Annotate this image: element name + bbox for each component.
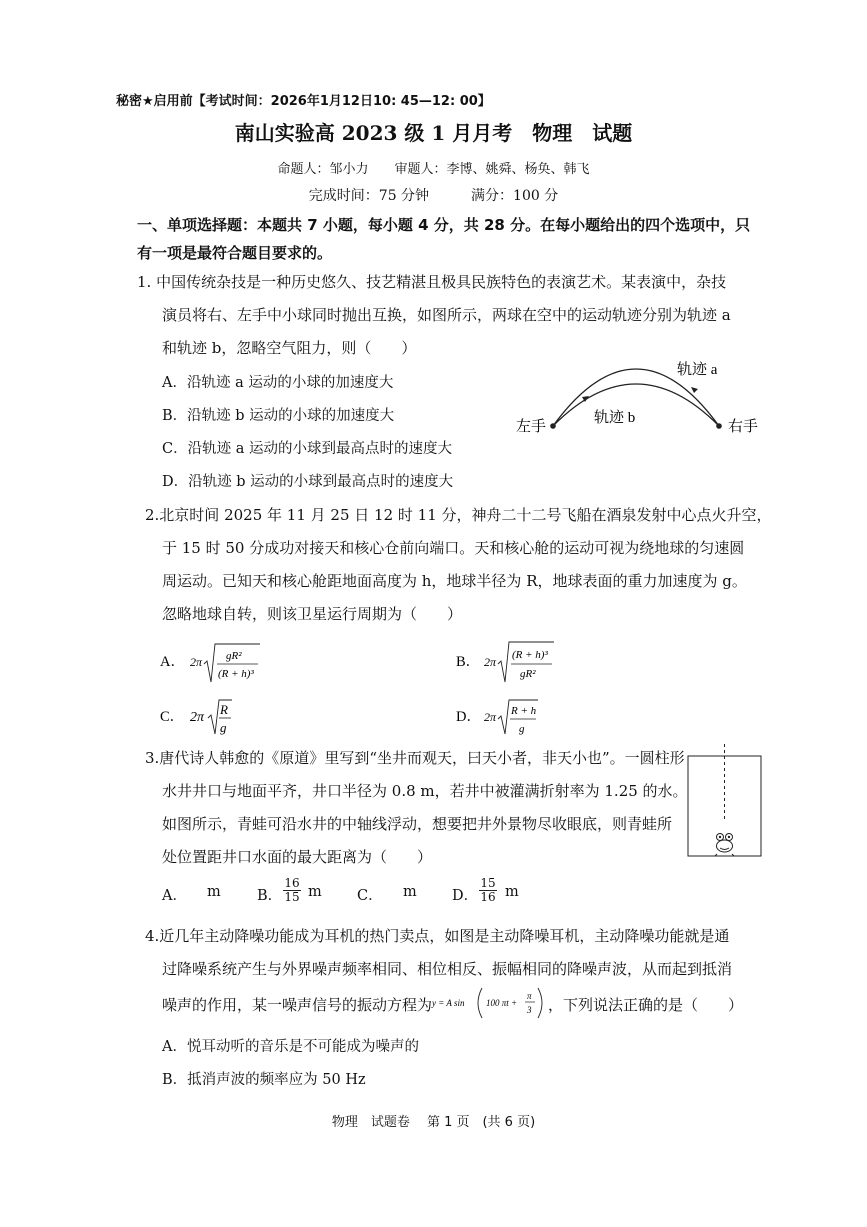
- q3-option-d-numerator: 15: [480, 876, 496, 890]
- q2-stem-line1: 2.北京时间 2025 年 11 月 25 日 12 时 11 分，神舟二十二号飞船在酒泉发射中心点火升空，: [145, 506, 772, 524]
- q2-option-b-denominator: gR²: [520, 668, 536, 680]
- q1-option-c: C．沿轨迹 a 运动的小球到最高点时的速度大: [162, 441, 452, 457]
- q2-option-a-label: A．: [160, 654, 185, 670]
- q2-option-b-label: B．: [456, 654, 481, 670]
- q4-equation: [430, 984, 546, 1022]
- q2-option-c-2pi: 2π: [190, 710, 205, 725]
- q3-option-a-unit: m: [207, 884, 221, 900]
- q2-option-c-label: C．: [160, 709, 185, 725]
- page-title: 南山实验高 2023 级 1 月月考 物理 试题: [234, 121, 633, 145]
- left-hand-dot: [550, 423, 556, 429]
- q1-stem-line3: 和轨迹 b，忽略空气阻力，则（ ）: [162, 339, 417, 357]
- q3-option-b-numerator: 16: [284, 876, 300, 890]
- q4-equation-pi: π: [527, 991, 532, 1001]
- authors-line: 命题人：邹小力 审题人：李博、姚舜、杨奂、韩飞: [277, 162, 590, 177]
- q1-stem-line1: 1. 中国传统杂技是一种历史悠久、技艺精湛且极具民族特色的表演艺术。某表演中，杂技: [137, 273, 727, 291]
- q2-option-a-2pi: 2π: [190, 655, 203, 669]
- q3-option-d-fraction: [479, 877, 497, 904]
- q3-option-d-denominator: 16: [480, 890, 496, 904]
- section-heading-line1: 一、单项选择题：本题共 7 小题，每小题 4 分，共 28 分。在每小题给出的四个选项中，只: [137, 216, 751, 234]
- q4-stem-line2: 过降噪系统产生与外界噪声频率相同、相位相反、振幅相同的降噪声波，从而起到抵消: [162, 960, 733, 978]
- q3-option-b-label: B．: [257, 888, 283, 904]
- q3-option-d-label: D．: [452, 888, 479, 904]
- q3-option-b-denominator: 15: [284, 890, 300, 904]
- q2-option-d-numerator: R + h: [511, 705, 537, 717]
- q2-option-d-2pi: 2π: [484, 710, 497, 724]
- q1-trajectory-figure: [508, 350, 768, 445]
- q4-stem-line3-post: ，下列说法正确的是（ ）: [548, 996, 744, 1014]
- q2-option-a-denominator: (R + h)³: [218, 668, 254, 680]
- label-trajectory-a: 轨迹 a: [677, 362, 718, 378]
- q3-option-c-unit: m: [403, 884, 417, 900]
- q2-option-c-denominator: g: [220, 720, 227, 735]
- q2-stem-line2: 于 15 时 50 分成功对接天和核心仓前向端口。天和核心舱的运动可视为绕地球的匀速圆: [162, 539, 745, 557]
- q2-stem-line4: 忽略地球自转，则该卫星运行周期为（ ）: [162, 605, 463, 623]
- q4-equation-three: 3: [527, 1005, 532, 1015]
- q2-option-d-denominator: g: [519, 723, 525, 735]
- q3-option-b-unit: m: [308, 884, 322, 900]
- label-left-hand: 左手: [516, 419, 547, 435]
- q4-stem-line1: 4.近几年主动降噪功能成为耳机的热门卖点，如图是主动降噪耳机，主动降噪功能就是通: [145, 927, 730, 945]
- q4-option-a: A．悦耳动听的音乐是不可能成为噪声的: [162, 1039, 419, 1055]
- q2-stem-line3: 周运动。已知天和核心舱距地面高度为 h，地球半径为 R，地球表面的重力加速度为 g。: [162, 572, 747, 590]
- q2-option-b-2pi: 2π: [484, 655, 497, 669]
- q3-stem-line3: 如图所示，青蛙可沿水井的中轴线浮动，想要把井外景物尽收眼底，则青蛙所: [162, 815, 673, 833]
- q4-option-b: B．抵消声波的频率应为 50 Hz: [162, 1072, 366, 1088]
- q3-stem-line2: 水井井口与地面平齐，井口半径为 0.8 m，若井中被灌满折射率为 1.25 的水。: [162, 782, 688, 800]
- page-footer: 物理 试题卷 第 1 页 (共 6 页): [331, 1115, 536, 1130]
- q3-option-a-label: A．: [162, 888, 187, 904]
- q3-well-figure: [687, 744, 763, 860]
- q3-option-c-label: C．: [357, 888, 383, 904]
- time-score-line: 完成时间：75 分钟 满分：100 分: [308, 188, 559, 204]
- section-heading-line2: 有一项是最符合题目要求的。: [137, 244, 333, 262]
- q3-option-d-unit: m: [505, 884, 519, 900]
- q2-option-d-label: D．: [456, 709, 481, 725]
- frog-icon: [715, 834, 734, 857]
- q1-option-d: D．沿轨迹 b 运动的小球到最高点时的速度大: [162, 474, 454, 490]
- q4-equation-right-paren: [538, 988, 542, 1018]
- q2-option-c-numerator: R: [220, 702, 228, 717]
- arrow-a-icon: [691, 387, 698, 393]
- q1-option-a: A．沿轨迹 a 运动的小球的加速度大: [162, 375, 394, 391]
- q1-stem-line2: 演员将右、左手中小球同时抛出互换，如图所示，两球在空中的运动轨迹分别为轨迹 a: [162, 306, 731, 324]
- q2-option-a-numerator: gR²: [226, 650, 242, 662]
- q4-stem-line3-pre: 噪声的作用，某一噪声信号的振动方程为: [162, 996, 433, 1014]
- q3-stem-line4: 处位置距井口水面的最大距离为（ ）: [162, 848, 433, 866]
- right-hand-dot: [716, 423, 722, 429]
- q4-equation-text: y = A sin: [432, 998, 465, 1008]
- q3-option-b-fraction: [283, 877, 301, 904]
- q4-equation-left-paren: [478, 988, 482, 1018]
- q3-stem-line1: 3.唐代诗人韩愈的《原道》里写到“坐井而观天，曰天小者，非天小也”。一圆柱形: [145, 749, 685, 767]
- q2-options: [160, 636, 580, 741]
- q4-equation-phase: 100 πt +: [486, 998, 518, 1008]
- q1-option-b: B．沿轨迹 b 运动的小球的加速度大: [162, 408, 395, 424]
- q2-option-b-numerator: (R + h)³: [512, 649, 548, 661]
- label-trajectory-b: 轨迹 b: [594, 410, 636, 426]
- label-right-hand: 右手: [728, 419, 759, 435]
- exam-secret-line: 秘密★启用前【考试时间：2026年1月12日10: 45—12: 00】: [116, 94, 491, 109]
